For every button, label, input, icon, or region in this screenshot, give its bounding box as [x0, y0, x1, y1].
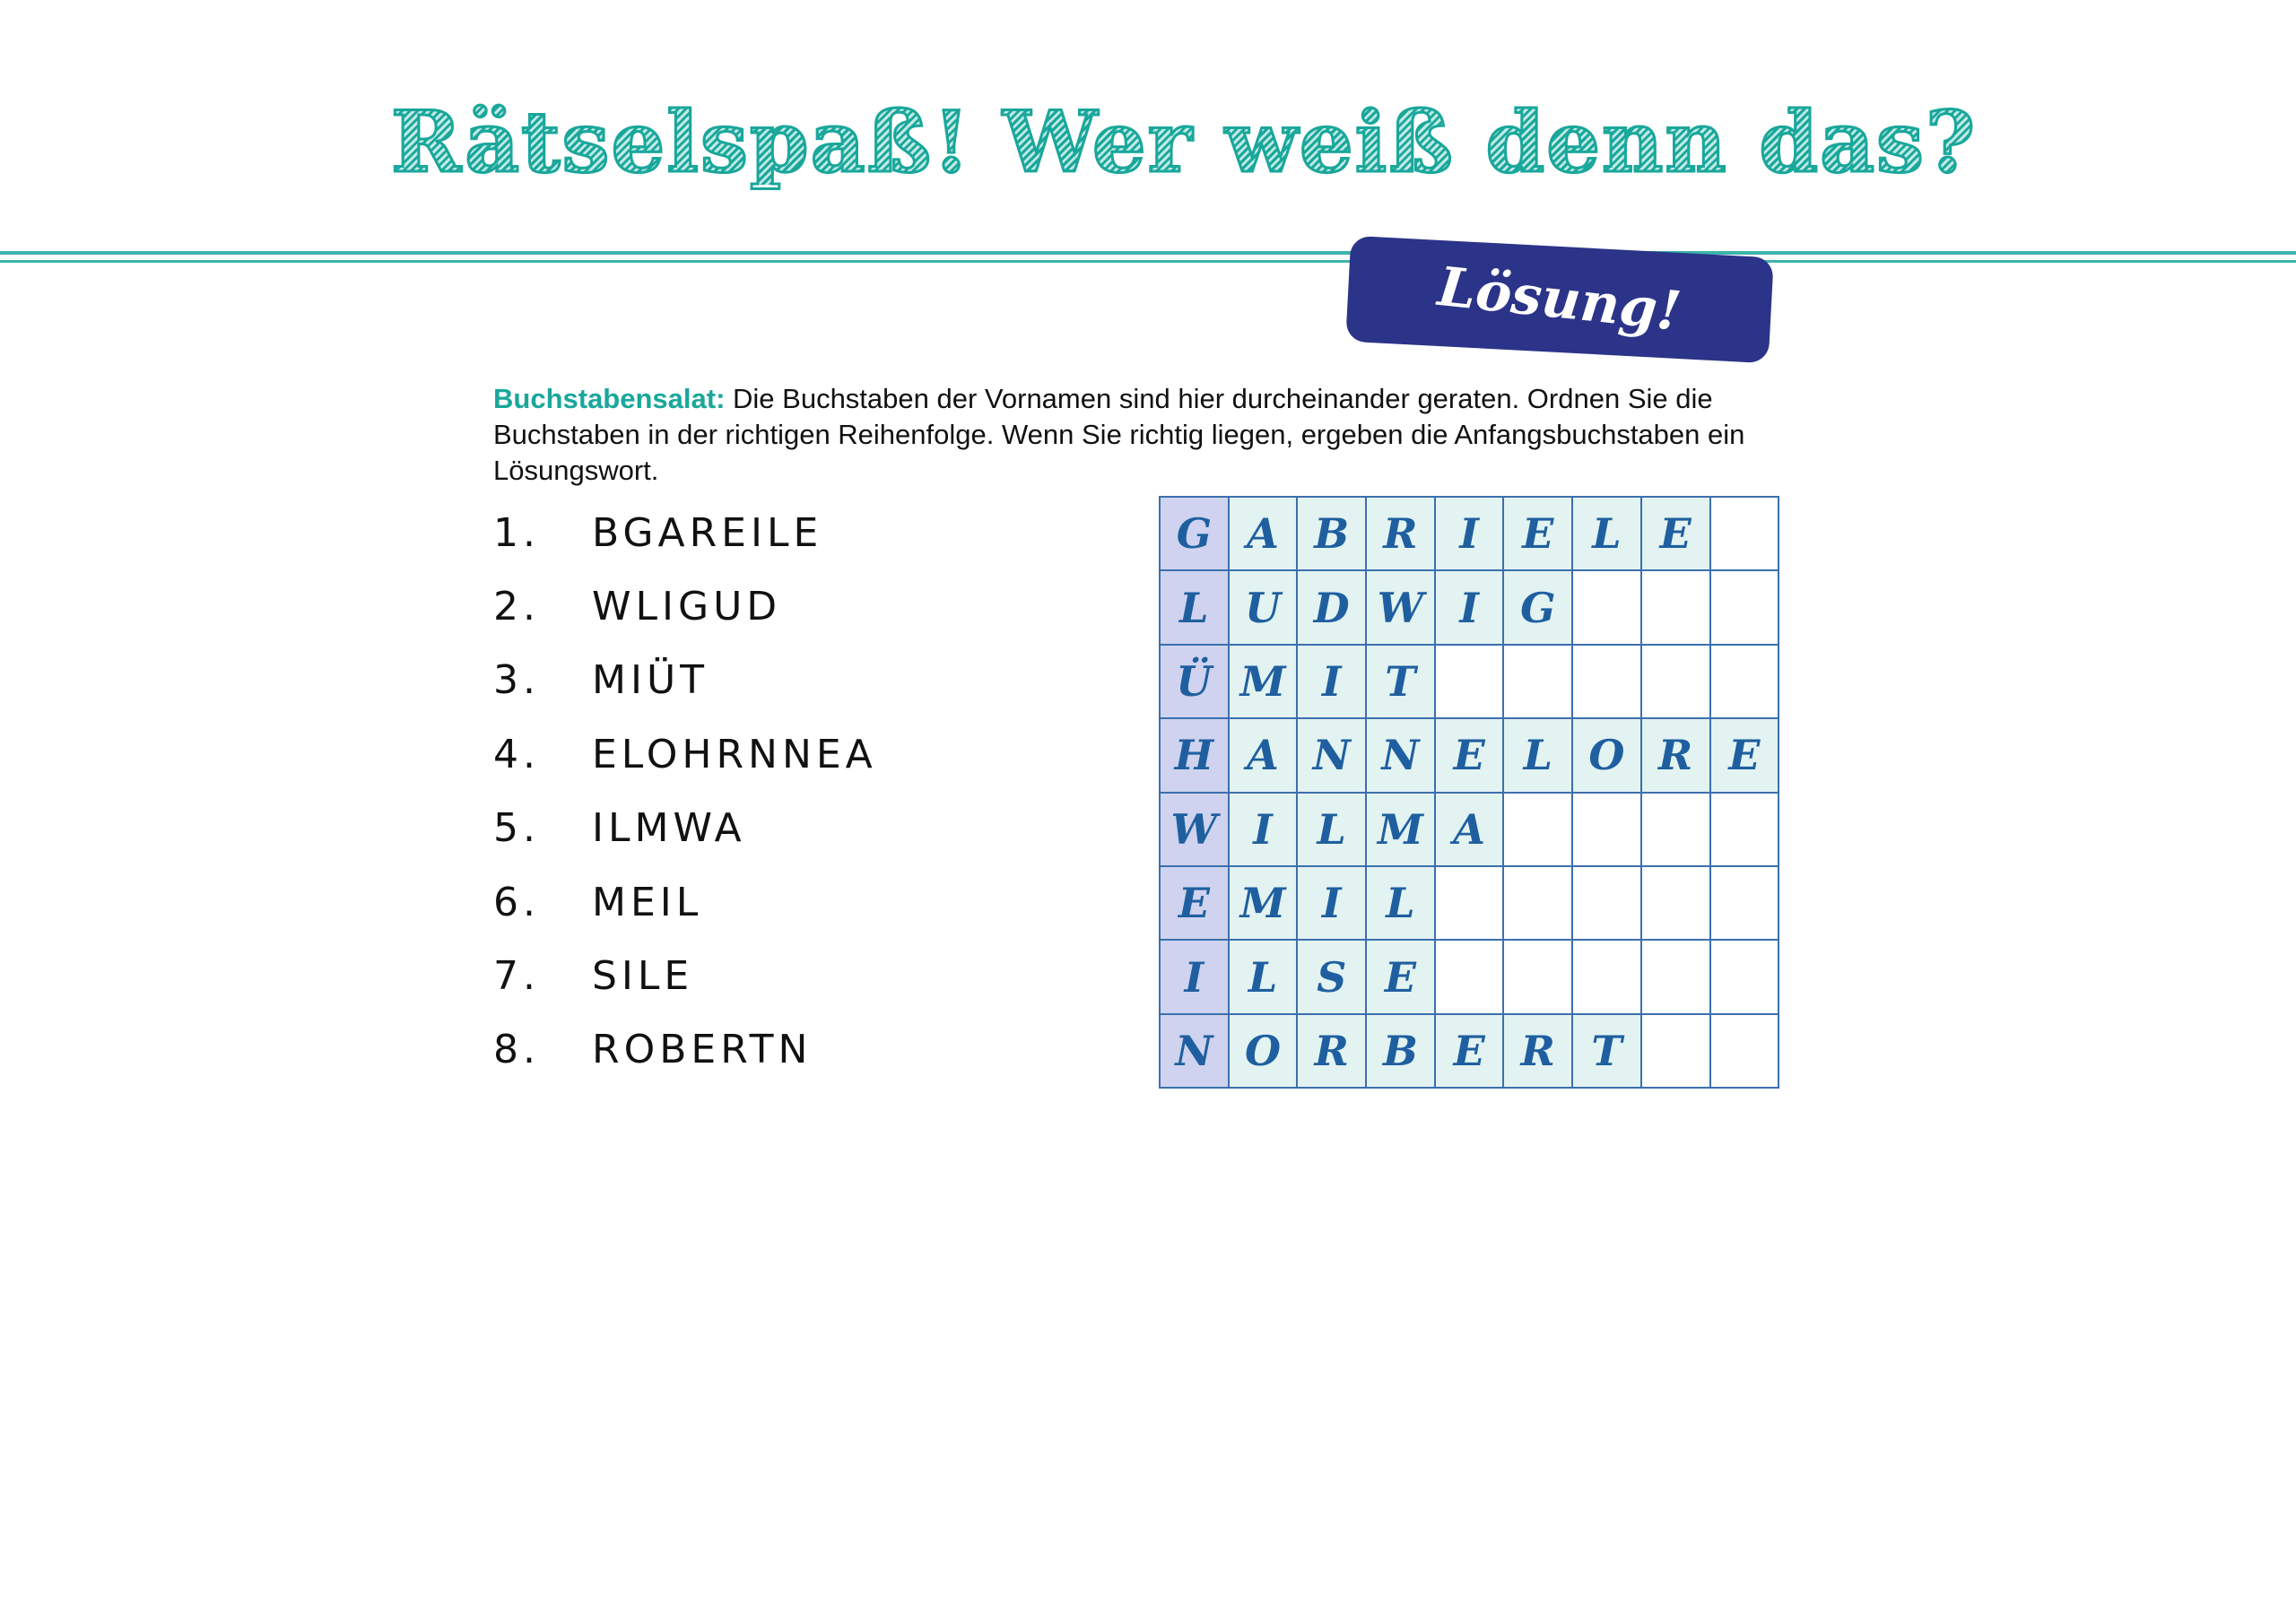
grid-cell-letter: I	[1435, 497, 1504, 570]
puzzle-number: 8.	[493, 1027, 540, 1073]
scrambled-word: ROBERTN	[592, 1027, 813, 1073]
grid-cell-letter: M	[1229, 645, 1298, 718]
grid-cell-letter: L	[1297, 793, 1366, 866]
grid-cell-letter: L	[1503, 718, 1572, 792]
puzzle-row-4	[493, 717, 1121, 791]
grid-row	[1160, 940, 1779, 1013]
grid-cell-empty	[1710, 866, 1779, 940]
grid-cell-letter: O	[1572, 718, 1641, 792]
grid-row	[1160, 645, 1779, 718]
grid-cell-letter: E	[1366, 940, 1435, 1013]
grid-cell-empty	[1503, 645, 1572, 718]
grid-cell-initial: Ü	[1160, 645, 1229, 718]
grid-cell-letter: T	[1572, 1014, 1641, 1088]
grid-cell-letter: A	[1229, 497, 1298, 570]
grid-cell-letter: A	[1229, 718, 1298, 792]
grid-cell-letter: R	[1297, 1014, 1366, 1088]
grid-cell-initial: W	[1160, 793, 1229, 866]
puzzle-number: 6.	[493, 879, 540, 925]
grid-cell-letter: D	[1297, 570, 1366, 644]
grid-cell-letter: L	[1366, 866, 1435, 940]
grid-cell-empty	[1641, 866, 1710, 940]
grid-row	[1160, 1014, 1779, 1088]
grid-cell-letter: E	[1641, 497, 1710, 570]
grid-cell-empty	[1710, 645, 1779, 718]
page-title: Rätselspaß! Wer weiß denn das?	[0, 100, 2296, 185]
title-underline	[0, 251, 2296, 255]
grid-row	[1160, 718, 1779, 792]
grid-cell-empty	[1572, 793, 1641, 866]
grid-row	[1160, 793, 1779, 866]
grid-cell-empty	[1435, 866, 1504, 940]
grid-cell-letter: T	[1366, 645, 1435, 718]
grid-cell-empty	[1435, 645, 1504, 718]
grid-cell-letter: E	[1503, 497, 1572, 570]
grid-cell-letter: I	[1229, 793, 1298, 866]
grid-cell-letter: E	[1435, 718, 1504, 792]
instructions-text: Die Buchstaben der Vornamen sind hier durcheinander geraten. Ordnen Sie die Buchstaben in der richtigen Reihenfolge. Wenn Sie richtig liegen, ergeben die Anfangsbuchstaben ein Lösungswort.	[493, 383, 1745, 486]
grid-cell-letter: G	[1503, 570, 1572, 644]
grid-cell-letter: R	[1503, 1014, 1572, 1088]
puzzle-row-7	[493, 939, 1121, 1012]
grid-cell-initial: H	[1160, 718, 1229, 792]
scrambled-word-list	[493, 496, 1121, 1087]
grid-cell-empty	[1572, 645, 1641, 718]
grid-cell-letter: B	[1366, 1014, 1435, 1088]
grid-cell-empty	[1572, 940, 1641, 1013]
puzzle-row-8	[493, 1013, 1121, 1087]
grid-cell-empty	[1710, 497, 1779, 570]
puzzle-row-2	[493, 569, 1121, 643]
grid-row	[1160, 570, 1779, 644]
grid-cell-empty	[1641, 645, 1710, 718]
scrambled-word: ILMWA	[592, 805, 746, 852]
grid-cell-letter: R	[1366, 497, 1435, 570]
grid-cell-letter: R	[1641, 718, 1710, 792]
grid-cell-initial: I	[1160, 940, 1229, 1013]
solution-grid	[1159, 496, 1779, 1089]
puzzle-number: 7.	[493, 953, 540, 1000]
grid-cell-letter: N	[1297, 718, 1366, 792]
puzzle-number: 5.	[493, 805, 540, 852]
grid-cell-letter: E	[1435, 1014, 1504, 1088]
puzzle-row-6	[493, 865, 1121, 939]
grid-cell-empty	[1641, 1014, 1710, 1088]
instructions	[493, 381, 1785, 489]
title-underline-secondary	[0, 260, 2296, 263]
grid-cell-empty	[1503, 793, 1572, 866]
grid-cell-empty	[1710, 570, 1779, 644]
grid-cell-letter: M	[1229, 866, 1298, 940]
grid-cell-letter: W	[1366, 570, 1435, 644]
grid-cell-letter: O	[1229, 1014, 1298, 1088]
scrambled-word: MEIL	[592, 879, 703, 925]
puzzle-number: 4.	[493, 731, 540, 777]
grid-cell-letter: I	[1297, 866, 1366, 940]
grid-cell-empty	[1641, 570, 1710, 644]
grid-row	[1160, 497, 1779, 570]
scrambled-word: SILE	[592, 953, 694, 1000]
puzzle-number: 1.	[493, 509, 540, 556]
grid-cell-letter: A	[1435, 793, 1504, 866]
grid-cell-empty	[1641, 940, 1710, 1013]
grid-cell-empty	[1572, 570, 1641, 644]
solution-badge-label: Lösung!	[1435, 256, 1684, 343]
puzzle-row-5	[493, 792, 1121, 865]
grid-cell-initial: N	[1160, 1014, 1229, 1088]
puzzle-number: 2.	[493, 584, 540, 630]
grid-cell-initial: L	[1160, 570, 1229, 644]
grid-cell-empty	[1710, 793, 1779, 866]
grid-cell-letter: U	[1229, 570, 1298, 644]
grid-cell-letter: E	[1710, 718, 1779, 792]
grid-cell-empty	[1435, 940, 1504, 1013]
puzzle-row-1	[493, 496, 1121, 569]
grid-cell-letter: B	[1297, 497, 1366, 570]
grid-cell-letter: L	[1229, 940, 1298, 1013]
grid-cell-empty	[1710, 1014, 1779, 1088]
grid-row	[1160, 866, 1779, 940]
grid-cell-letter: L	[1572, 497, 1641, 570]
puzzle-number: 3.	[493, 657, 540, 704]
grid-cell-letter: S	[1297, 940, 1366, 1013]
scrambled-word: MIÜT	[592, 657, 709, 704]
solution-badge	[1345, 236, 1774, 364]
grid-cell-empty	[1503, 866, 1572, 940]
grid-cell-letter: I	[1297, 645, 1366, 718]
grid-cell-initial: G	[1160, 497, 1229, 570]
grid-cell-empty	[1710, 940, 1779, 1013]
grid-cell-empty	[1503, 940, 1572, 1013]
grid-cell-initial: E	[1160, 866, 1229, 940]
grid-cell-letter: N	[1366, 718, 1435, 792]
puzzle-row-3	[493, 644, 1121, 717]
grid-cell-letter: I	[1435, 570, 1504, 644]
scrambled-word: BGAREILE	[592, 509, 823, 556]
grid-cell-letter: M	[1366, 793, 1435, 866]
instructions-lead: Buchstabensalat:	[493, 383, 726, 414]
grid-cell-empty	[1572, 866, 1641, 940]
scrambled-word: ELOHRNNEA	[592, 731, 877, 777]
grid-cell-empty	[1641, 793, 1710, 866]
scrambled-word: WLIGUD	[592, 584, 782, 630]
